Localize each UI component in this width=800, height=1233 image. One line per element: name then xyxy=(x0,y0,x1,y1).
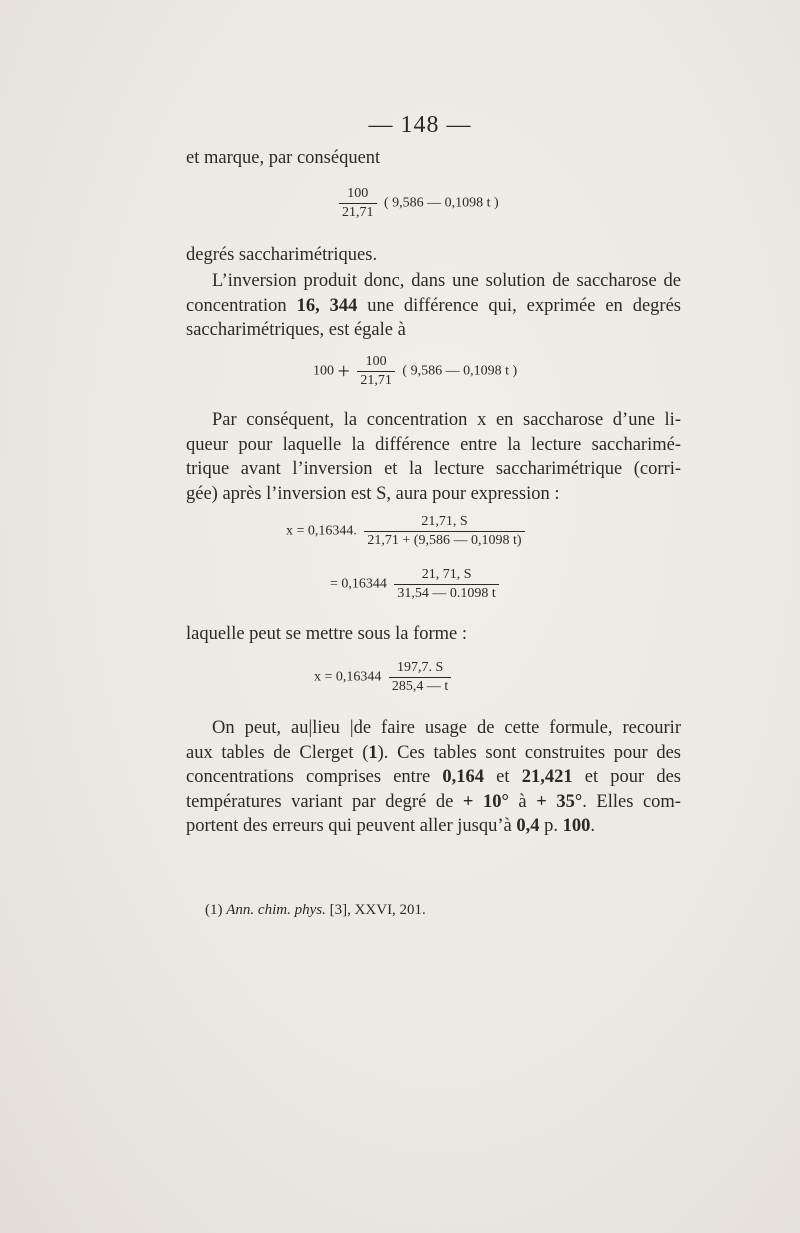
text-line: Par conséquent, la concentration x en saccharose d’une li- xyxy=(212,410,681,430)
numerator: 21,71, S xyxy=(364,514,524,532)
number: + 10° xyxy=(462,791,509,812)
text-line xyxy=(186,741,681,766)
page-number: — 148 — xyxy=(368,112,472,138)
text-line: saccharimétriques, est égale à xyxy=(186,320,406,340)
text-line: gée) après l’inversion est S, aura pour expression : xyxy=(186,483,560,504)
footnote-mark: (1) xyxy=(205,902,227,918)
equation-lhs: x = 0,16344. xyxy=(286,523,357,539)
number: 0,4 xyxy=(516,816,540,836)
equation-2 xyxy=(313,354,517,389)
number: + 35° xyxy=(536,791,583,812)
footnote-ref: 1 xyxy=(368,742,378,763)
denominator: 285,4 — t xyxy=(391,679,449,694)
text-line: L’inversion produit donc, dans une solution de saccharose de xyxy=(212,271,681,291)
equation-1 xyxy=(335,186,499,221)
equation-tail: ( 9,586 — 0,1098 t ) xyxy=(384,195,499,211)
text-line: On peut, au|lieu |de faire usage de cette formule, recourir xyxy=(212,718,681,738)
equation-3 xyxy=(286,514,529,549)
text-run: concentration xyxy=(186,295,297,316)
text-run: températures variant par degré de xyxy=(186,791,463,812)
text-line: queur pour laquelle la différence entre la lecture saccharimé- xyxy=(186,434,681,455)
numerator: 100 xyxy=(339,186,377,204)
fraction xyxy=(389,660,451,695)
footnote xyxy=(205,902,426,919)
equation-lead: 100 xyxy=(313,363,334,379)
text-run: . Elles com- xyxy=(582,791,681,812)
fraction xyxy=(357,354,395,389)
concentration-value: 16, 344 xyxy=(296,295,358,316)
text-run: et xyxy=(484,767,522,787)
text-line xyxy=(186,765,681,790)
fraction xyxy=(364,514,524,549)
numerator: 100 xyxy=(357,354,395,372)
footnote-source: Ann. chim. phys. xyxy=(226,902,326,918)
number: 21,421 xyxy=(521,767,573,787)
numerator: 197,7. S xyxy=(389,660,451,678)
text-line xyxy=(186,294,681,319)
text-line xyxy=(186,814,681,839)
equation-5 xyxy=(314,660,455,695)
fraction xyxy=(339,186,377,221)
equation-tail: ( 9,586 — 0,1098 t ) xyxy=(402,363,518,379)
text-run: p. xyxy=(539,816,563,836)
text-run: aux tables de Clerget ( xyxy=(186,742,369,763)
number: 0,164 xyxy=(442,767,484,787)
paragraph-concentration xyxy=(186,408,681,506)
equation-lhs: x = 0,16344 xyxy=(314,669,382,685)
equation-4 xyxy=(330,567,503,602)
text-run: et pour des xyxy=(572,767,681,787)
text-line: trique avant l’inversion et la lecture saccharimétrique (corri- xyxy=(186,459,681,479)
text-line: degrés saccharimétriques. xyxy=(186,245,378,265)
text-run: ). Ces tables sont construites pour des xyxy=(377,742,681,763)
text-line xyxy=(186,790,681,815)
equation-lhs: = 0,16344 xyxy=(330,576,387,592)
fraction xyxy=(394,567,498,602)
text-run: portent des erreurs qui peuvent aller jusqu’à xyxy=(186,816,517,836)
paragraph-inversion xyxy=(186,269,681,343)
text-line: laquelle peut se mettre sous la forme : xyxy=(186,624,468,644)
paragraph-intro xyxy=(186,146,681,171)
denominator: 21,71 + (9,586 — 0,1098 t) xyxy=(367,533,522,548)
plus-sign: + xyxy=(337,358,350,384)
paragraph-degrees xyxy=(186,243,681,268)
text-run: concentrations comprises entre xyxy=(186,767,443,787)
denominator: 21,71 xyxy=(360,373,392,388)
denominator: 31,54 — 0.1098 t xyxy=(397,586,496,601)
paragraph-clerget xyxy=(186,716,681,839)
text-run: une différence qui, exprimée en degrés xyxy=(357,295,681,316)
text-line: et marque, par conséquent xyxy=(186,148,381,168)
denominator: 21,71 xyxy=(342,205,374,220)
text-run: . xyxy=(590,816,595,836)
text-run: à xyxy=(508,791,537,812)
number: 100 xyxy=(562,816,591,836)
numerator: 21, 71, S xyxy=(394,567,498,585)
paragraph-form xyxy=(186,622,681,647)
footnote-rest: [3], XXVI, 201. xyxy=(325,902,426,918)
